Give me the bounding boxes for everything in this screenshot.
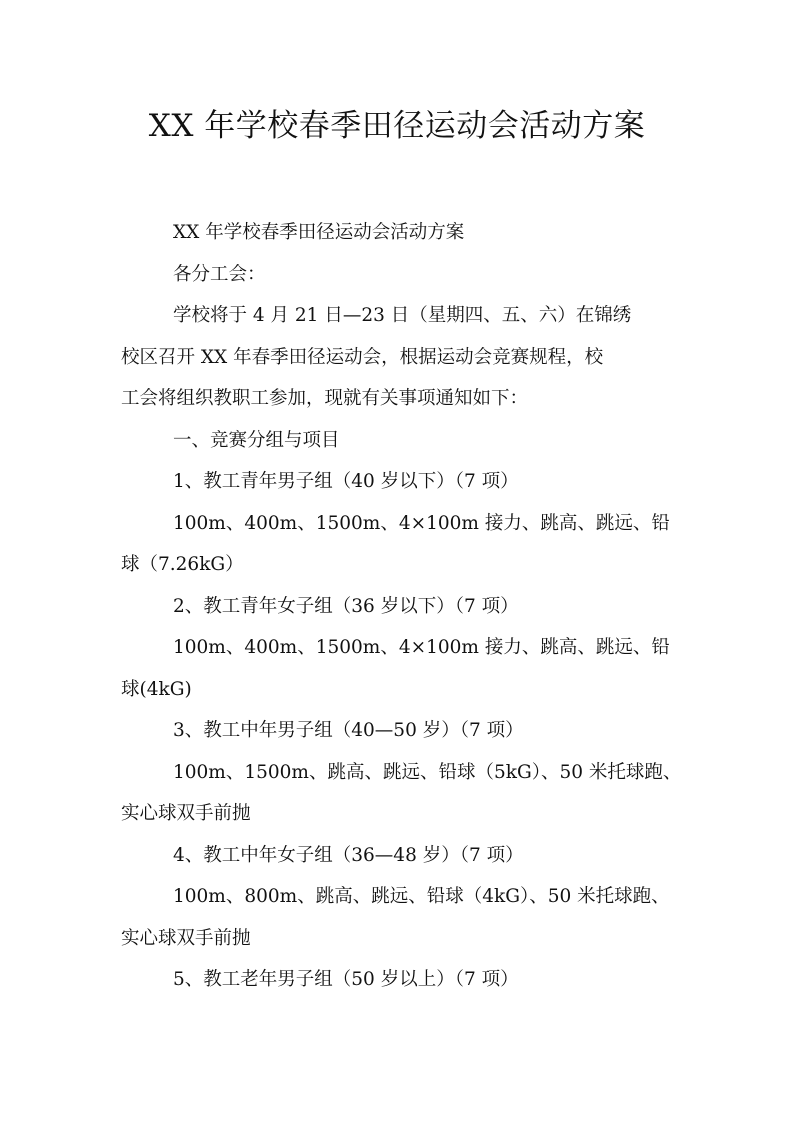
event-list-line: 实心球双手前抛 <box>121 927 251 949</box>
event-list-line: 100m、400m、1500m、4×100m 接力、跳高、跳远、铅 <box>173 637 670 658</box>
body-line: 校区召开 XX 年春季田径运动会，根据运动会竞赛规程，校 <box>121 346 604 368</box>
event-list-line: 100m、800m、跳高、跳远、铅球（4kG）、50 米托球跑、 <box>173 886 670 907</box>
event-list-line: 实心球双手前抛 <box>121 803 251 824</box>
group-heading: 1、教工青年男子组（40 岁以下）（7 项） <box>173 471 519 492</box>
group-heading: 5、教工老年男子组（50 岁以上）（7 项） <box>173 969 519 990</box>
section-heading: 一、竞赛分组与项目 <box>173 429 340 451</box>
body-line: 工会将组织教职工参加，现就有关事项通知如下： <box>121 388 529 409</box>
group-heading: 2、教工青年女子组（36 岁以下）（7 项） <box>173 595 519 617</box>
event-list-line: 100m、1500m、跳高、跳远、铅球（5kG）、50 米托球跑、 <box>173 761 682 783</box>
body-line: 各分工会： <box>173 263 266 285</box>
document-title: XX 年学校春季田径运动会活动方案 <box>148 108 646 144</box>
group-heading: 4、教工中年女子组（36—48 岁）（7 项） <box>173 844 524 866</box>
document-body <box>121 212 682 1001</box>
group-heading: 3、教工中年男子组（40—50 岁）（7 项） <box>173 720 524 741</box>
body-line: 学校将于 4 月 21 日—23 日（星期四、五、六）在锦绣 <box>173 305 632 326</box>
event-list-line: 100m、400m、1500m、4×100m 接力、跳高、跳远、铅 <box>173 512 670 534</box>
event-list-line: 球(4kG) <box>121 678 192 700</box>
body-line: XX 年学校春季田径运动会活动方案 <box>173 222 465 243</box>
event-list-line: 球（7.26kG） <box>121 554 244 575</box>
